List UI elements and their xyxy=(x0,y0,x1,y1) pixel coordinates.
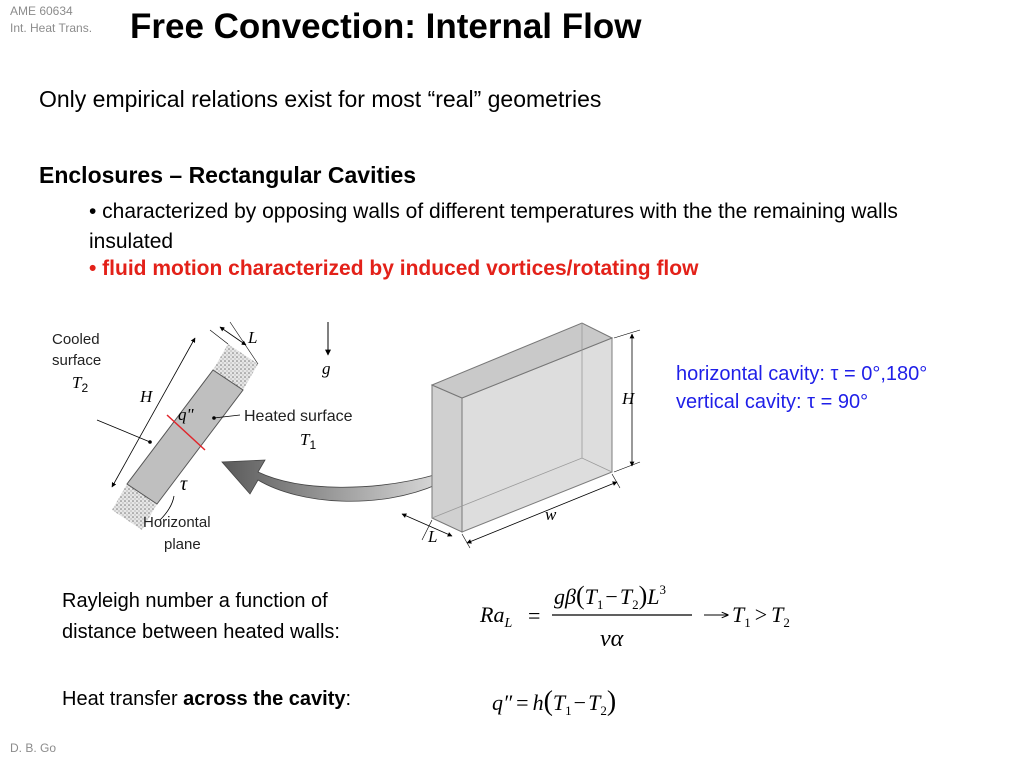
t2-label: $T_2$ xyxy=(72,373,89,395)
author-footer: D. B. Go xyxy=(10,741,57,755)
l-label-tilted: L xyxy=(248,328,258,347)
bullet-1: • characterized by opposing walls of different temperatures with the the remaining walls insulated xyxy=(89,200,898,253)
rayleigh-line-1: Rayleigh number a function of xyxy=(62,590,328,612)
heat-flux-expression: $q'' = h(T_1-T_2)$ xyxy=(492,686,617,718)
w-label: w xyxy=(545,505,557,524)
rectangular-cavity-box xyxy=(402,323,640,548)
ra-equals: = xyxy=(528,603,541,628)
heated-surface-label: Heated surface xyxy=(244,408,353,425)
course-info xyxy=(10,3,92,37)
slide-title: Free Convection: Internal Flow xyxy=(130,7,642,46)
horizontal-cavity-note: horizontal cavity: τ = 0°,180° xyxy=(676,363,928,385)
slide-subtitle: Only empirical relations exist for most “real” geometries xyxy=(39,86,602,112)
rayleigh-equation xyxy=(470,570,810,660)
course-name: Int. Heat Trans. xyxy=(10,21,93,35)
horizontal-label-line1: Horizontal xyxy=(143,514,211,531)
ra-numerator: $g\beta(T_1-T_2)L^3$ xyxy=(554,581,666,612)
bullet-2: • fluid motion characterized by induced vortices/rotating flow xyxy=(89,257,699,280)
section-heading: Enclosures – Rectangular Cavities xyxy=(39,162,417,188)
ra-condition: $T_1 > T_2$ xyxy=(732,602,790,630)
cooled-label-line1: Cooled xyxy=(52,331,100,348)
l-label-box: L xyxy=(428,527,438,546)
tilted-cavity xyxy=(97,322,258,530)
ra-denominator: να xyxy=(600,626,624,652)
horizontal-label-line2: plane xyxy=(164,536,201,553)
heat-flux-equation xyxy=(480,680,660,726)
tau-label: τ xyxy=(180,473,188,495)
cavity-notes xyxy=(676,360,927,416)
g-label: g xyxy=(322,359,331,378)
ra-symbol: $Ra_L$ xyxy=(480,602,513,631)
rotation-arrow xyxy=(222,460,438,501)
cooled-label-line2: surface xyxy=(52,352,102,369)
h-label-tilted: H xyxy=(140,387,153,406)
course-code: AME 60634 xyxy=(10,4,73,18)
rayleigh-description xyxy=(62,586,340,648)
q-label: q" xyxy=(178,405,194,424)
across-cavity-bold: across the cavity xyxy=(183,688,346,710)
rayleigh-line-2: distance between heated walls: xyxy=(62,621,340,643)
vertical-cavity-note: vertical cavity: τ = 90° xyxy=(676,391,869,413)
h-label-box: H xyxy=(622,389,635,408)
t1-label: $T_1$ xyxy=(300,430,317,452)
enclosure-diagram xyxy=(0,300,660,570)
length-dimension-line xyxy=(220,327,246,345)
heat-transfer-label: Heat transfer across the cavity: xyxy=(62,688,352,710)
